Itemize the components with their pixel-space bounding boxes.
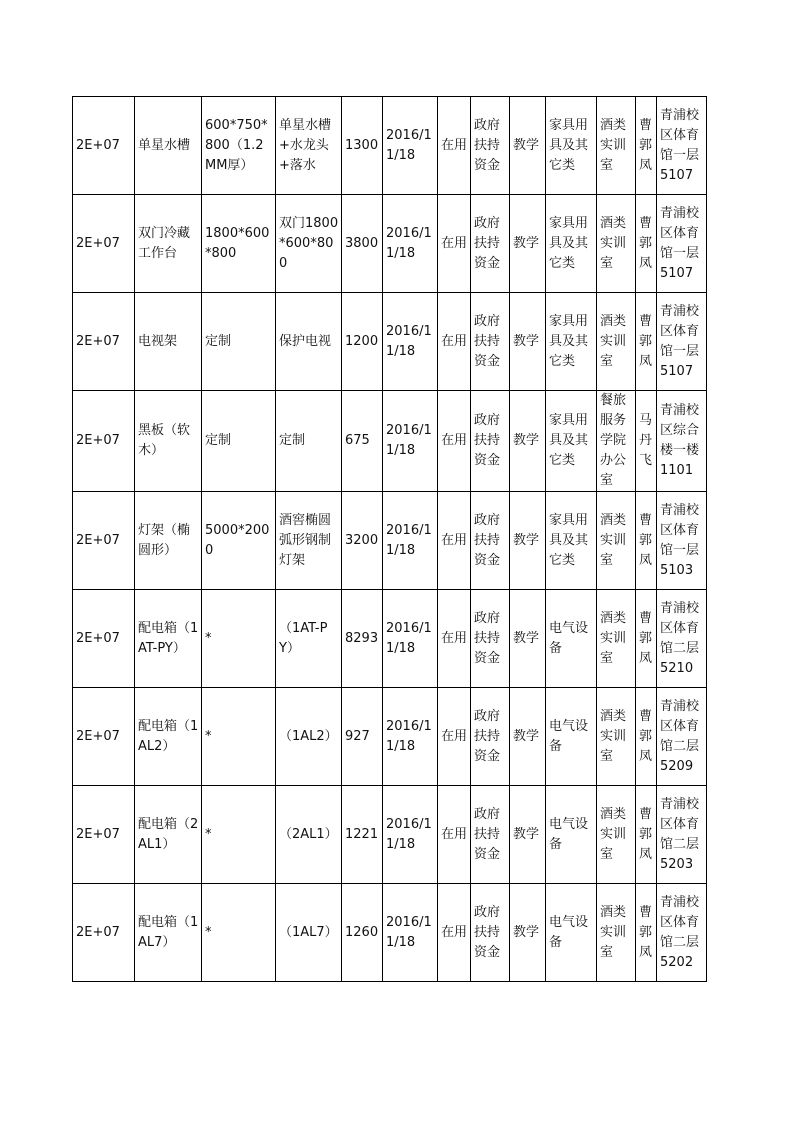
fund-source-cell: 政府扶持资金 bbox=[471, 195, 510, 293]
spec-cell: （2AL1） bbox=[276, 786, 342, 884]
asset-name-cell: 配电箱（1AT-PY） bbox=[135, 590, 202, 688]
price-cell: 8293 bbox=[342, 590, 383, 688]
price-cell: 1200 bbox=[342, 293, 383, 391]
category-cell: 家具用具及其它类 bbox=[546, 391, 597, 492]
custodian-cell: 曹郭凤 bbox=[636, 195, 657, 293]
fund-source-cell: 政府扶持资金 bbox=[471, 884, 510, 982]
price-cell: 1221 bbox=[342, 786, 383, 884]
status-cell: 在用 bbox=[438, 688, 471, 786]
category-cell: 家具用具及其它类 bbox=[546, 195, 597, 293]
fund-source-cell: 政府扶持资金 bbox=[471, 590, 510, 688]
usage-cell: 教学 bbox=[510, 293, 546, 391]
spec-cell: 定制 bbox=[276, 391, 342, 492]
custodian-cell: 曹郭凤 bbox=[636, 97, 657, 195]
status-cell: 在用 bbox=[438, 786, 471, 884]
category-cell: 电气设备 bbox=[546, 884, 597, 982]
usage-cell: 教学 bbox=[510, 391, 546, 492]
spec-cell: 酒窖椭圆弧形钢制灯架 bbox=[276, 492, 342, 590]
asset-table-body bbox=[73, 97, 707, 982]
custodian-cell: 曹郭凤 bbox=[636, 688, 657, 786]
spec-cell: （1AT-PY） bbox=[276, 590, 342, 688]
location-cell: 青浦校区体育馆二层5209 bbox=[657, 688, 707, 786]
price-cell: 927 bbox=[342, 688, 383, 786]
department-cell: 酒类实训室 bbox=[597, 492, 636, 590]
spec-cell: 保护电视 bbox=[276, 293, 342, 391]
custodian-cell: 马丹飞 bbox=[636, 391, 657, 492]
price-cell: 675 bbox=[342, 391, 383, 492]
date-cell: 2016/11/18 bbox=[383, 688, 438, 786]
status-cell: 在用 bbox=[438, 391, 471, 492]
table-row bbox=[73, 492, 707, 590]
category-cell: 家具用具及其它类 bbox=[546, 293, 597, 391]
asset-id-cell: 2E+07 bbox=[73, 786, 135, 884]
date-cell: 2016/11/18 bbox=[383, 293, 438, 391]
date-cell: 2016/11/18 bbox=[383, 492, 438, 590]
fund-source-cell: 政府扶持资金 bbox=[471, 492, 510, 590]
location-cell: 青浦校区体育馆一层5107 bbox=[657, 293, 707, 391]
price-cell: 3200 bbox=[342, 492, 383, 590]
custodian-cell: 曹郭凤 bbox=[636, 786, 657, 884]
custodian-cell: 曹郭凤 bbox=[636, 293, 657, 391]
status-cell: 在用 bbox=[438, 195, 471, 293]
usage-cell: 教学 bbox=[510, 786, 546, 884]
custodian-cell: 曹郭凤 bbox=[636, 590, 657, 688]
price-cell: 1260 bbox=[342, 884, 383, 982]
price-cell: 3800 bbox=[342, 195, 383, 293]
status-cell: 在用 bbox=[438, 492, 471, 590]
spec-cell: 单星水槽+水龙头+落水 bbox=[276, 97, 342, 195]
asset-name-cell: 灯架（椭圆形） bbox=[135, 492, 202, 590]
location-cell: 青浦校区体育馆二层5203 bbox=[657, 786, 707, 884]
category-cell: 电气设备 bbox=[546, 786, 597, 884]
department-cell: 酒类实训室 bbox=[597, 195, 636, 293]
asset-name-cell: 配电箱（1AL7） bbox=[135, 884, 202, 982]
usage-cell: 教学 bbox=[510, 195, 546, 293]
date-cell: 2016/11/18 bbox=[383, 786, 438, 884]
asset-id-cell: 2E+07 bbox=[73, 590, 135, 688]
category-cell: 电气设备 bbox=[546, 688, 597, 786]
asset-name-cell: 双门冷藏工作台 bbox=[135, 195, 202, 293]
date-cell: 2016/11/18 bbox=[383, 590, 438, 688]
model-cell: 1800*600*800 bbox=[202, 195, 276, 293]
table-row bbox=[73, 97, 707, 195]
table-row bbox=[73, 590, 707, 688]
usage-cell: 教学 bbox=[510, 884, 546, 982]
location-cell: 青浦校区体育馆一层5103 bbox=[657, 492, 707, 590]
model-cell: * bbox=[202, 786, 276, 884]
asset-name-cell: 配电箱（1AL2） bbox=[135, 688, 202, 786]
location-cell: 青浦校区体育馆二层5210 bbox=[657, 590, 707, 688]
category-cell: 家具用具及其它类 bbox=[546, 97, 597, 195]
custodian-cell: 曹郭凤 bbox=[636, 884, 657, 982]
model-cell: 5000*2000 bbox=[202, 492, 276, 590]
fund-source-cell: 政府扶持资金 bbox=[471, 786, 510, 884]
spec-cell: （1AL7） bbox=[276, 884, 342, 982]
fund-source-cell: 政府扶持资金 bbox=[471, 688, 510, 786]
model-cell: 600*750*800（1.2MM厚） bbox=[202, 97, 276, 195]
usage-cell: 教学 bbox=[510, 97, 546, 195]
table-row bbox=[73, 884, 707, 982]
asset-name-cell: 黑板（软木） bbox=[135, 391, 202, 492]
department-cell: 酒类实训室 bbox=[597, 786, 636, 884]
date-cell: 2016/11/18 bbox=[383, 884, 438, 982]
asset-name-cell: 配电箱（2AL1） bbox=[135, 786, 202, 884]
custodian-cell: 曹郭凤 bbox=[636, 492, 657, 590]
asset-id-cell: 2E+07 bbox=[73, 97, 135, 195]
usage-cell: 教学 bbox=[510, 688, 546, 786]
department-cell: 酒类实训室 bbox=[597, 688, 636, 786]
status-cell: 在用 bbox=[438, 293, 471, 391]
model-cell: * bbox=[202, 688, 276, 786]
table-row bbox=[73, 786, 707, 884]
category-cell: 家具用具及其它类 bbox=[546, 492, 597, 590]
department-cell: 酒类实训室 bbox=[597, 590, 636, 688]
status-cell: 在用 bbox=[438, 590, 471, 688]
department-cell: 酒类实训室 bbox=[597, 884, 636, 982]
model-cell: 定制 bbox=[202, 391, 276, 492]
asset-name-cell: 单星水槽 bbox=[135, 97, 202, 195]
location-cell: 青浦校区体育馆二层5202 bbox=[657, 884, 707, 982]
status-cell: 在用 bbox=[438, 97, 471, 195]
usage-cell: 教学 bbox=[510, 590, 546, 688]
asset-id-cell: 2E+07 bbox=[73, 195, 135, 293]
asset-id-cell: 2E+07 bbox=[73, 688, 135, 786]
asset-name-cell: 电视架 bbox=[135, 293, 202, 391]
table-row bbox=[73, 195, 707, 293]
date-cell: 2016/11/18 bbox=[383, 391, 438, 492]
asset-id-cell: 2E+07 bbox=[73, 293, 135, 391]
fund-source-cell: 政府扶持资金 bbox=[471, 293, 510, 391]
usage-cell: 教学 bbox=[510, 492, 546, 590]
date-cell: 2016/11/18 bbox=[383, 195, 438, 293]
category-cell: 电气设备 bbox=[546, 590, 597, 688]
status-cell: 在用 bbox=[438, 884, 471, 982]
price-cell: 1300 bbox=[342, 97, 383, 195]
model-cell: 定制 bbox=[202, 293, 276, 391]
asset-table bbox=[72, 96, 707, 982]
asset-id-cell: 2E+07 bbox=[73, 884, 135, 982]
asset-id-cell: 2E+07 bbox=[73, 391, 135, 492]
fund-source-cell: 政府扶持资金 bbox=[471, 97, 510, 195]
model-cell: * bbox=[202, 590, 276, 688]
table-row bbox=[73, 391, 707, 492]
fund-source-cell: 政府扶持资金 bbox=[471, 391, 510, 492]
asset-id-cell: 2E+07 bbox=[73, 492, 135, 590]
department-cell: 酒类实训室 bbox=[597, 97, 636, 195]
location-cell: 青浦校区体育馆一层5107 bbox=[657, 97, 707, 195]
location-cell: 青浦校区综合楼一楼1101 bbox=[657, 391, 707, 492]
model-cell: * bbox=[202, 884, 276, 982]
department-cell: 餐旅服务学院办公室 bbox=[597, 391, 636, 492]
department-cell: 酒类实训室 bbox=[597, 293, 636, 391]
spec-cell: （1AL2） bbox=[276, 688, 342, 786]
date-cell: 2016/11/18 bbox=[383, 97, 438, 195]
location-cell: 青浦校区体育馆一层5107 bbox=[657, 195, 707, 293]
spec-cell: 双门1800*600*800 bbox=[276, 195, 342, 293]
table-row bbox=[73, 293, 707, 391]
table-row bbox=[73, 688, 707, 786]
